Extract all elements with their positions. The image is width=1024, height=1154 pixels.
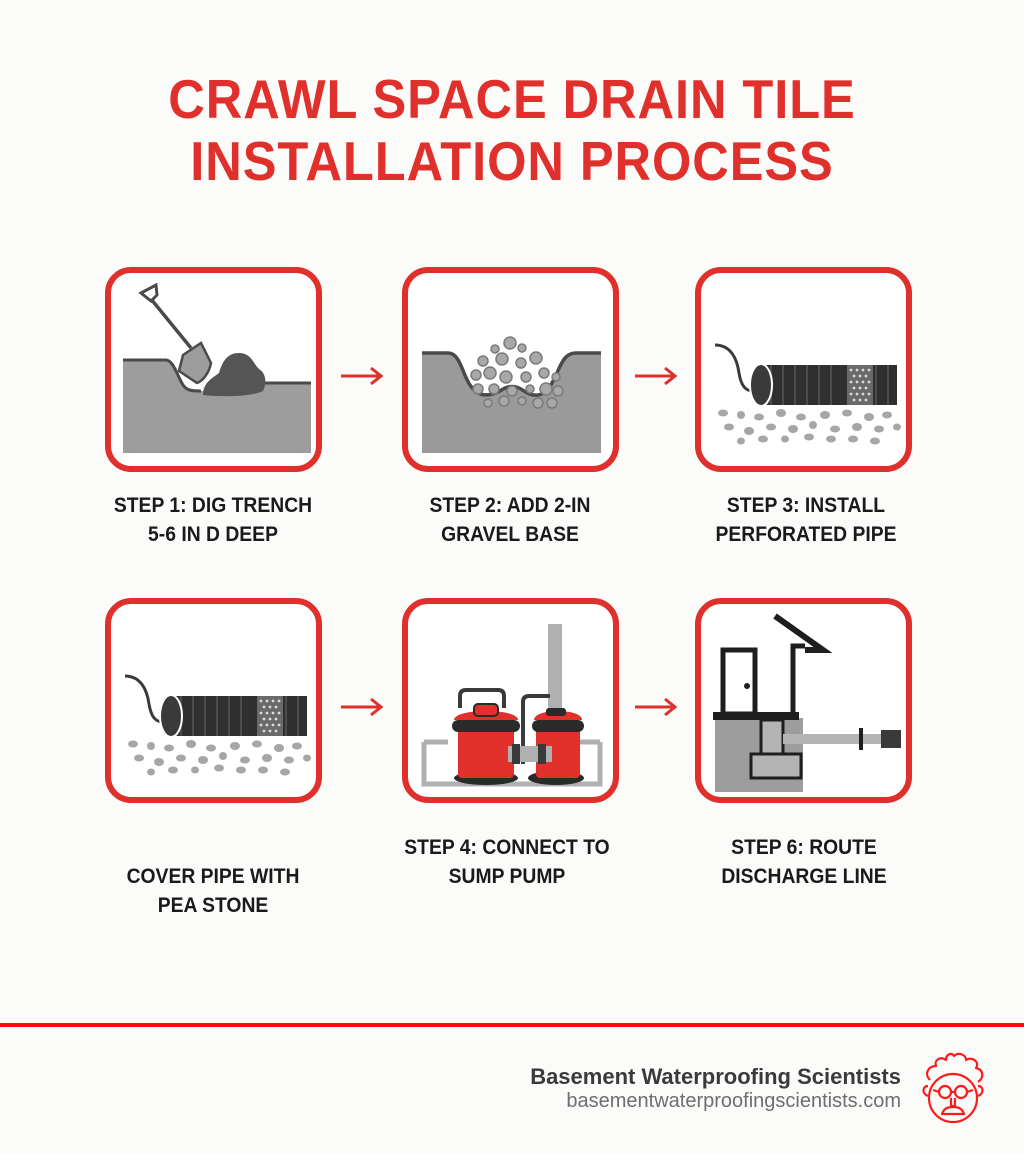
footer-brand [530, 1064, 901, 1112]
step-discharge-card [695, 598, 912, 803]
step-2-label: STEP 2: ADD 2-IN GRAVEL BASE [429, 494, 591, 546]
step-3-card [695, 267, 912, 472]
step-sump-pump-card [402, 598, 619, 803]
title-line-2: INSTALLATION PROCESS [190, 130, 834, 192]
step-3-label: STEP 3: INSTALL PERFORATED PIPE [715, 494, 897, 546]
right-arrow-icon [340, 366, 384, 386]
step-6-label: STEP 6: ROUTE DISCHARGE LINE [721, 836, 887, 888]
company-name: Basement Waterproofing Scientists [530, 1064, 901, 1089]
step-cover-pipe-card [105, 598, 322, 803]
right-arrow-icon [340, 697, 384, 717]
shovel-trench-icon [111, 273, 316, 466]
right-arrow-icon [634, 697, 678, 717]
pipe-pea-stone-icon [111, 604, 316, 797]
right-arrow-icon [634, 366, 678, 386]
perforated-pipe-icon [701, 273, 906, 466]
step-2-card [402, 267, 619, 472]
step-4-label: STEP 4: CONNECT TO SUMP PUMP [404, 836, 610, 888]
step-1-card [105, 267, 322, 472]
page-title [41, 68, 983, 192]
step-cover-pipe-label: COVER PIPE WITH PEA STONE [126, 865, 300, 917]
title-line-1: CRAWL SPACE DRAIN TILE [168, 68, 856, 130]
footer-divider [0, 1023, 1024, 1027]
company-website-link[interactable]: basementwaterproofingscientists.com [566, 1090, 901, 1112]
scientist-mascot-icon [918, 1050, 988, 1130]
sump-pump-icon [408, 604, 613, 797]
discharge-line-icon [701, 604, 906, 797]
gravel-base-icon [408, 273, 613, 466]
step-1-label: STEP 1: DIG TRENCH 5-6 IN D DEEP [113, 494, 313, 546]
